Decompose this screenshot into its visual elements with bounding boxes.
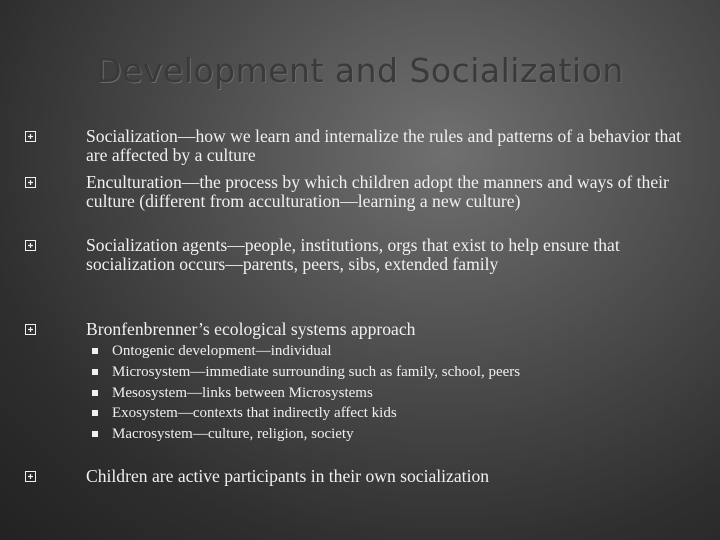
bullet-item <box>86 173 686 210</box>
sub-bullet-item <box>112 426 672 442</box>
bullet-item <box>86 467 686 486</box>
sub-bullet-item <box>112 343 672 359</box>
square-bullet-icon <box>92 431 98 437</box>
bullet-text: Enculturation—the process by which children adopt the manners and ways of their culture (different from acculturation—learning a new culture) <box>86 172 669 211</box>
sub-bullet-text: Exosystem—contexts that indirectly affect kids <box>112 405 397 421</box>
square-bullet-icon <box>92 348 98 354</box>
sub-bullet-item <box>112 405 672 421</box>
square-bullet-icon <box>92 369 98 375</box>
bullet-text: Socialization—how we learn and internalize the rules and patterns of a behavior that are affected by a culture <box>86 126 682 165</box>
sub-bullet-text: Ontogenic development—individual <box>112 343 332 359</box>
sub-bullet-text: Microsystem—immediate surrounding such as family, school, peers <box>112 364 521 380</box>
bullet-text: Socialization agents—people, institutions, orgs that exist to help ensure that socialization occurs—parents, peers, sibs, extended family <box>86 235 620 274</box>
sub-bullet-text: Mesosystem—links between Microsystems <box>112 385 373 401</box>
sub-bullet-item <box>112 385 672 401</box>
square-bullet-icon <box>92 390 98 396</box>
bullet-text: Bronfenbrenner’s ecological systems approach <box>86 319 416 339</box>
boxed-cross-icon <box>25 131 36 142</box>
boxed-cross-icon <box>25 471 36 482</box>
sub-bullet-item <box>112 364 672 380</box>
slide-title: Development and Socialization <box>96 51 624 90</box>
boxed-cross-icon <box>25 240 36 251</box>
boxed-cross-icon <box>25 324 36 335</box>
sub-bullet-text: Macrosystem—culture, religion, society <box>112 426 354 442</box>
bullet-item <box>86 320 686 339</box>
bullet-text: Children are active participants in their own socialization <box>86 466 490 486</box>
boxed-cross-icon <box>25 177 36 188</box>
square-bullet-icon <box>92 410 98 416</box>
bullet-item <box>86 236 686 273</box>
bullet-item <box>86 127 686 164</box>
